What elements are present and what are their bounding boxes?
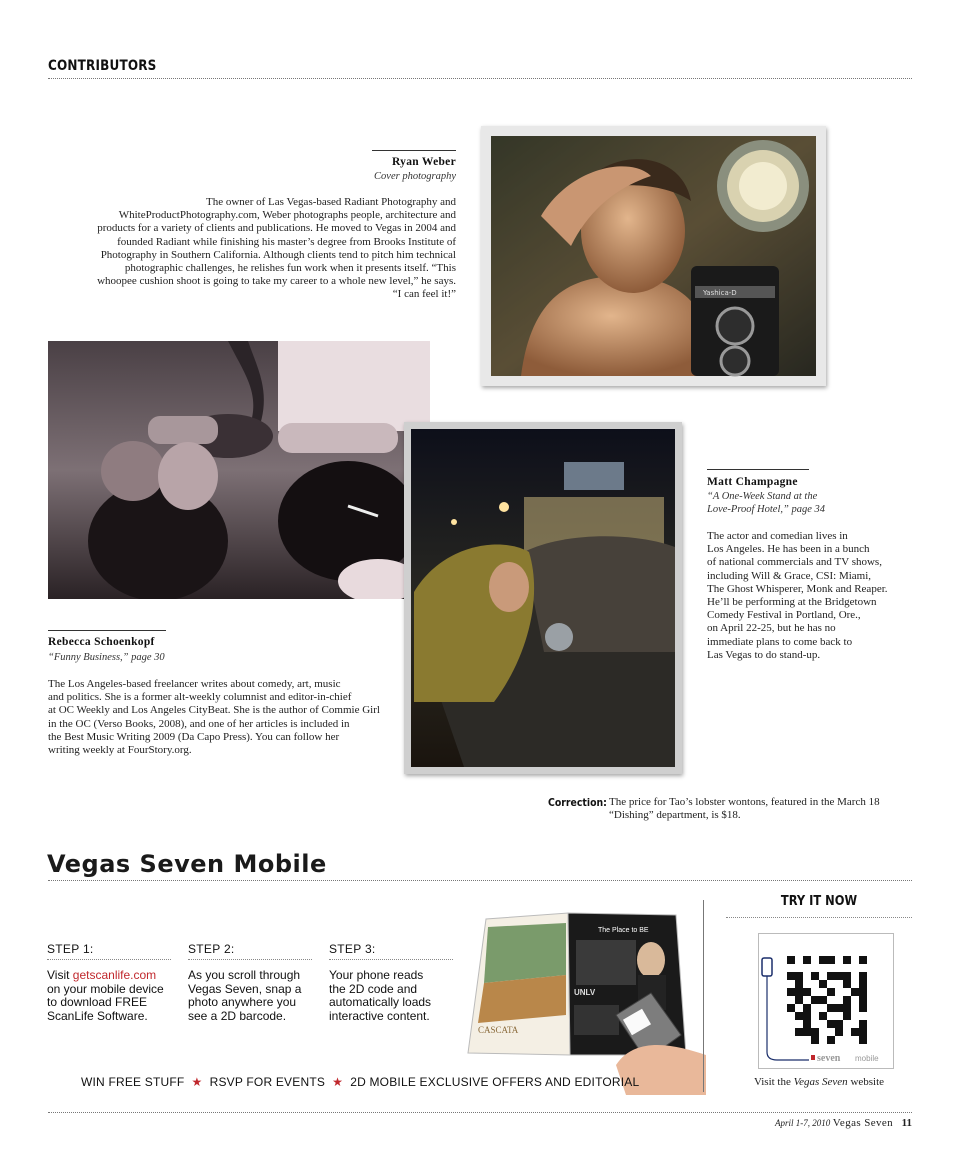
magazine-right-title: The Place to BE (598, 927, 649, 934)
bio-line: immediate plans to come back to (707, 635, 853, 648)
folio (775, 1117, 912, 1129)
bio-line: Los Angeles. He has been in a bunch (707, 543, 870, 556)
contributor-name-rebecca-schoenkopf: Rebecca Schoenkopf (48, 636, 155, 648)
footer-divider (48, 1112, 912, 1113)
step-2-text (188, 969, 318, 1023)
qr-brand-suffix: mobile (855, 1054, 879, 1063)
bio-line: including Will & Grace, CSI: Miami, (707, 569, 872, 582)
contributor-bio: The owner of Las Vegas-based Radiant Photography and WhiteProductPhotography.com, Weber photographs people, architecture and products for a variety of clients and publications. He moved to Vegas in 2004 and founded Radiant while finishing his master’s degree from Brooks Institute of Photography in Southern California. Although clients tend to pitch him technical photographic challenges, he relishes fun work when it presents itself. “This whoopee cushion shoot is going to take my career to a whole new level,” he says. “I can feel it!” (97, 196, 456, 301)
bio-line: The Ghost Whisperer, Monk and Reaper. (707, 582, 888, 595)
mobile-offers-strip (81, 1075, 640, 1089)
contributor-bio (48, 678, 398, 757)
bio-line: writing weekly at FourStory.org. (48, 744, 192, 757)
step-1-text (47, 969, 177, 1023)
matt-champagne-photo (404, 422, 682, 774)
step-2-heading: STEP 2: (188, 942, 235, 956)
ryan-weber-photo (481, 126, 826, 386)
step-line: Vegas Seven, snap a (188, 981, 302, 996)
bio-line: The Los Angeles-based freelancer writes about comedy, art, music (48, 678, 341, 690)
contributor-rule (372, 150, 456, 151)
folio-date: April 1-7, 2010 (775, 1118, 831, 1128)
qr-code[interactable] (758, 933, 894, 1069)
step-divider (47, 959, 171, 960)
mobile-section-title: Vegas Seven Mobile (47, 850, 327, 878)
step-line: Your phone reads (329, 968, 424, 982)
correction-label: Correction: (548, 796, 607, 809)
step-line: photo anywhere you (188, 995, 297, 1009)
magazine-left-text: CASCATA (478, 1025, 519, 1035)
bio-line: Las Vegas to do stand-up. (707, 648, 821, 661)
bio-line: The actor and comedian lives in (707, 530, 848, 542)
contributor-rule (707, 469, 809, 470)
correction-text (609, 796, 919, 822)
magazine-image (466, 905, 706, 1095)
step-line: see a 2D barcode. (188, 1008, 287, 1023)
try-divider (726, 917, 912, 918)
folio-publication: Vegas Seven (832, 1117, 894, 1129)
offer-mobile-exclusive: 2D MOBILE EXCLUSIVE OFFERS AND EDITORIAL (350, 1075, 640, 1089)
contributor-credit: Love-Proof Hotel,” page 34 (707, 504, 826, 515)
getscanlife-link[interactable]: getscanlife.com (72, 968, 157, 982)
step-line: interactive content. (329, 1008, 430, 1023)
contributor-name-matt-champagne: Matt Champagne (707, 476, 798, 488)
header-divider (48, 78, 912, 79)
folio-page-number: 11 (901, 1117, 912, 1129)
barcode-icon (759, 934, 893, 1068)
qr-brand: seven (817, 1053, 841, 1064)
correction-line: The price for Tao’s lobster wontons, featured in the March 18 (609, 796, 880, 808)
contributor-credit: Cover photography (374, 171, 456, 182)
night-car-image (404, 422, 682, 774)
bio-line: and politics. She is a former alt-weekly columnist and editor-in-chief (48, 691, 352, 704)
bio-line: Comedy Festival in Portland, Ore., (707, 609, 861, 622)
step-line: Visit getscanlife.com (47, 968, 157, 982)
contributor-rule (48, 630, 166, 631)
contributor-bio (707, 530, 912, 662)
step-1-heading: STEP 1: (47, 942, 94, 956)
group-photo-image (48, 341, 430, 599)
offer-rsvp-events: RSVP FOR EVENTS (209, 1075, 326, 1089)
bio-line: in the OC (Verso Books, 2008), and one of her articles is included in (48, 717, 350, 730)
vertical-divider (703, 900, 704, 1092)
magazine-right-logo: UNLV (574, 988, 596, 997)
step-line: on your mobile device (47, 981, 164, 996)
offer-win-free-stuff: WIN FREE STUFF (81, 1075, 185, 1089)
contributor-name-ryan-weber: Ryan Weber (391, 156, 456, 168)
step-3-heading: STEP 3: (329, 942, 376, 956)
step-line: to download FREE (47, 995, 148, 1009)
step-line: automatically loads (329, 995, 432, 1009)
portrait-image (481, 126, 826, 386)
contributor-credit: “Funny Business,” page 30 (48, 652, 165, 663)
section-label: CONTRIBUTORS (48, 58, 157, 74)
camera-label: Yashica-D (703, 289, 737, 297)
star-icon: ★ (328, 1075, 347, 1089)
step-divider (329, 959, 453, 960)
visit-website-text[interactable]: Visit the Vegas Seven website (753, 1076, 885, 1088)
bio-line: He’ll be performing at the Bridgetown (707, 596, 877, 609)
bio-line: at OC Weekly and Los Angeles CityBeat. She is the author of Commie Girl (48, 704, 380, 717)
mobile-divider (48, 880, 912, 881)
bio-line: the Best Music Writing 2009 (Da Capo Press). You can follow her (48, 730, 340, 743)
step-line: the 2D code and (329, 981, 418, 996)
bio-line: of national commercials and TV shows, (707, 556, 882, 569)
star-icon: ★ (188, 1075, 207, 1089)
bio-line: on April 22-25, but he has no (707, 622, 836, 635)
step-line: As you scroll through (188, 968, 301, 982)
contributor-credit: “A One-Week Stand at the (707, 491, 818, 502)
try-it-now-heading: TRY IT NOW (780, 894, 858, 909)
step-line: ScanLife Software. (47, 1008, 148, 1023)
rebecca-schoenkopf-photo (48, 341, 430, 599)
step-3-text (329, 969, 459, 1023)
step-divider (188, 959, 312, 960)
magazine-phone-illustration (466, 905, 706, 1095)
correction-line: “Dishing” department, is $18. (609, 809, 741, 822)
